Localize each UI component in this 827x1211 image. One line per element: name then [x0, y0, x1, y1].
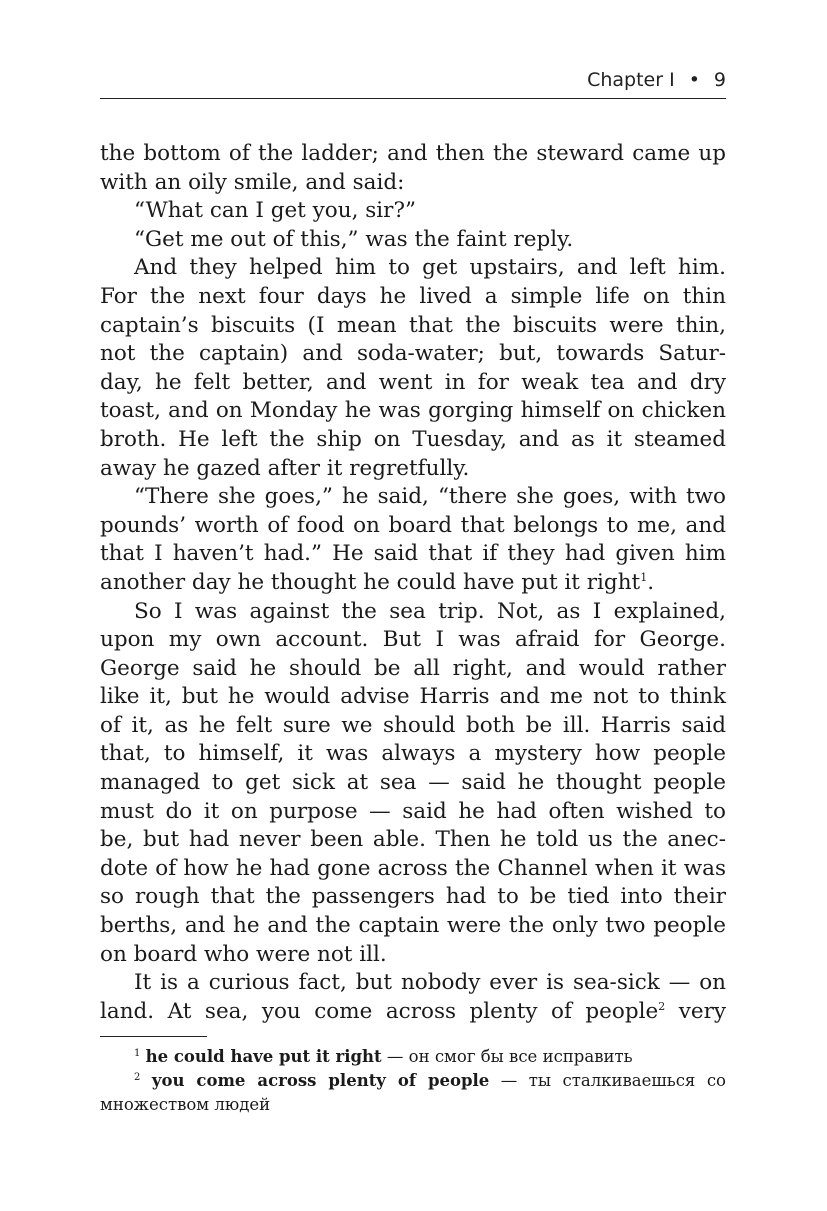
running-header — [100, 66, 726, 96]
text-line: For the next four days he lived a simple life on thin — [100, 283, 726, 309]
text-line: of it, as he felt sure we should both be ill. Harris said — [100, 712, 726, 738]
text-line-with-footnote — [100, 569, 726, 598]
text-fragment — [100, 999, 665, 1024]
text-line: broth. He left the ship on Tuesday, and as it steamed — [100, 426, 726, 452]
text-line: with an oily smile, and said: — [100, 169, 405, 195]
text-fragment: another day he thought he could have put it right — [100, 569, 641, 595]
text-line: So I was against the sea trip. Not, as I explained, — [134, 598, 726, 624]
text-line: must do it on purpose — said he had often wished to — [100, 798, 726, 824]
footnote-dash: — — [381, 1047, 409, 1066]
footnotes — [100, 1045, 726, 1117]
text-line: George said he should be all right, and would rather — [100, 655, 726, 681]
text-line: on board who were not ill. — [100, 941, 387, 967]
footnote-ref-1: 1 — [640, 570, 648, 584]
text-line: “There she goes,” he said, “there she goes, with two — [134, 484, 726, 510]
text-line: not the captain) and soda-water; but, towards Satur- — [100, 341, 726, 367]
text-line: pounds’ worth of food on board that belongs to me, and — [100, 512, 726, 538]
footnote-2 — [100, 1069, 726, 1093]
header-rule — [100, 98, 726, 99]
text-line: managed to get sick at sea — said he thought people — [100, 770, 726, 796]
footnote-ref-2: 2 — [658, 999, 666, 1013]
text-line: the bottom of the ladder; and then the steward came up — [100, 141, 726, 166]
text-line: away he gazed after it regretfully. — [100, 455, 470, 481]
text-line: berths, and he and the captain were the only two people — [100, 913, 726, 939]
footnote-1 — [100, 1045, 726, 1069]
text-fragment: . — [647, 569, 655, 595]
text-line: And they helped him to get upstairs, and left him. — [134, 255, 726, 281]
text-line: “What can I get you, sir?” — [134, 198, 416, 224]
footnote-term: you come across plenty of people — [151, 1071, 490, 1090]
text-line: like it, but he would advise Harris and me not to think — [100, 684, 726, 710]
text-line: “Get me out of this,” was the faint reply. — [134, 226, 574, 252]
text-line: It is a curious fact, but nobody ever is sea-sick — on — [134, 970, 726, 996]
text-line: day, he felt better, and went in for weak tea and dry — [100, 369, 726, 395]
text-line: toast, and on Monday he was gorging himself on chicken — [100, 398, 726, 424]
header-separator: • — [688, 69, 700, 91]
text-line: upon my own account. But I was afraid for George. — [100, 627, 726, 653]
footnote-translation: он смог бы все исправить — [408, 1047, 633, 1066]
footnote-rule — [100, 1036, 207, 1037]
text-line: that, to himself, it was always a mystery how people — [100, 741, 726, 767]
text-fragment: land. At sea, you come across plenty of people — [100, 998, 659, 1024]
text-line-with-footnote — [100, 998, 726, 1027]
footnote-dash: — — [489, 1071, 529, 1090]
footnote-number: 2 — [134, 1072, 141, 1083]
text-line: so rough that the passengers had to be tied into their — [100, 884, 726, 910]
text-line: dote of how he had gone across the Channel when it was — [100, 855, 726, 881]
text-line: that I haven’t had.” He said that if they had given him — [100, 541, 726, 567]
chapter-title: Chapter I — [587, 69, 675, 91]
main-text — [100, 140, 726, 1026]
text-line: captain’s biscuits (I mean that the biscuits were thin, — [100, 312, 726, 338]
page-number: 9 — [713, 69, 726, 91]
text-fragment: very — [678, 998, 726, 1024]
footnote-term: he could have put it right — [145, 1047, 382, 1066]
footnote-translation: ты сталкиваешься со — [528, 1071, 726, 1090]
footnote-2-continued: множеством людей — [100, 1095, 271, 1114]
footnote-number: 1 — [134, 1048, 141, 1059]
text-line: be, but had never been able. Then he told us the anec- — [100, 827, 726, 853]
